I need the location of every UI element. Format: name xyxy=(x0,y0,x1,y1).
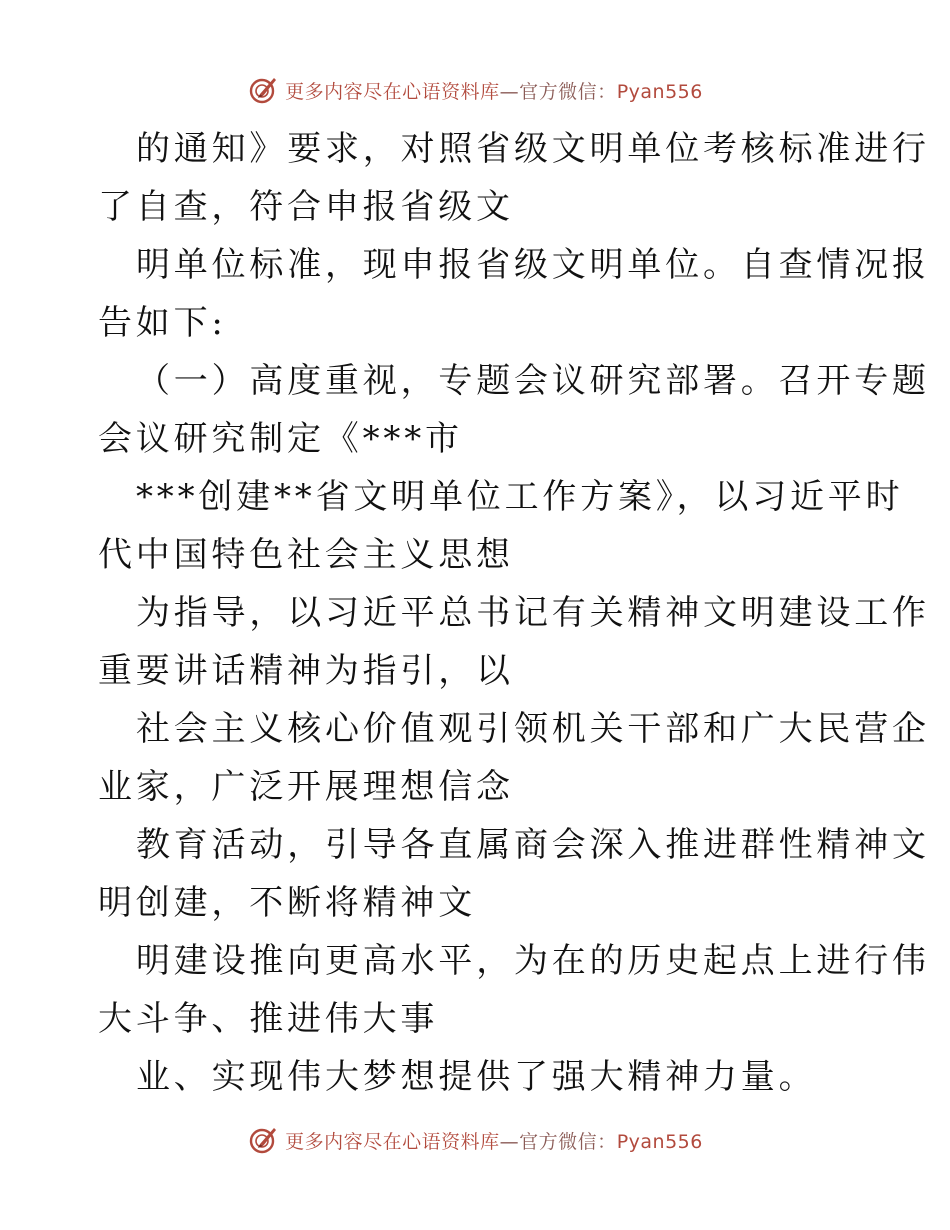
body-line: 教育活动，引导各直属商会深入推进群性精神文 xyxy=(136,825,930,865)
header-watermark xyxy=(0,70,950,110)
body-line: 为指导，以习近平总书记有关精神文明建设工作 xyxy=(136,593,930,633)
body-line: 告如下: xyxy=(98,303,227,343)
body-line: 会议研究制定《***市 xyxy=(98,419,463,459)
body-line: 代中国特色社会主义思想 xyxy=(98,535,514,575)
body-line: （一）高度重视，专题会议研究部署。召开专题 xyxy=(136,361,930,401)
body-line: 了自查，符合申报省级文 xyxy=(98,187,514,227)
body-line: 明建设推向更高水平，为在的历史起点上进行伟 xyxy=(136,941,930,981)
body-line: 业、实现伟大梦想提供了强大精神力量。 xyxy=(136,1057,817,1097)
body-line: 的通知》要求，对照省级文明单位考核标准进行 xyxy=(136,129,930,169)
quill-in-circle-icon xyxy=(247,1124,279,1156)
watermark-separator: — xyxy=(499,80,520,103)
body-line: 明单位标准，现申报省级文明单位。自查情况报 xyxy=(136,245,930,285)
watermark-wechat-id: Pyan556 xyxy=(616,80,703,103)
watermark-wechat-label: 官方微信： xyxy=(519,1130,617,1153)
body-line: 社会主义核心价值观引领机关干部和广大民营企 xyxy=(136,709,930,749)
watermark-wechat-label: 官方微信： xyxy=(519,80,617,103)
watermark-separator: — xyxy=(499,1130,520,1153)
body-line: 重要讲话精神为指引，以 xyxy=(98,651,514,691)
watermark-site-text: 更多内容尽在心语资料库 xyxy=(285,1130,500,1153)
body-line: 明创建，不断将精神文 xyxy=(98,883,476,923)
watermark-text xyxy=(285,77,703,104)
body-line: 大斗争、推进伟大事 xyxy=(98,999,439,1039)
body-line: ***创建**省文明单位工作方案》，以习近平时 xyxy=(136,477,904,517)
watermark-site-text: 更多内容尽在心语资料库 xyxy=(285,80,500,103)
watermark-text xyxy=(285,1127,703,1154)
document-body xyxy=(98,120,930,1106)
watermark-wechat-id: Pyan556 xyxy=(616,1130,703,1153)
quill-in-circle-icon xyxy=(247,74,279,106)
body-line: 业家，广泛开展理想信念 xyxy=(98,767,514,807)
footer-watermark xyxy=(0,1120,950,1160)
